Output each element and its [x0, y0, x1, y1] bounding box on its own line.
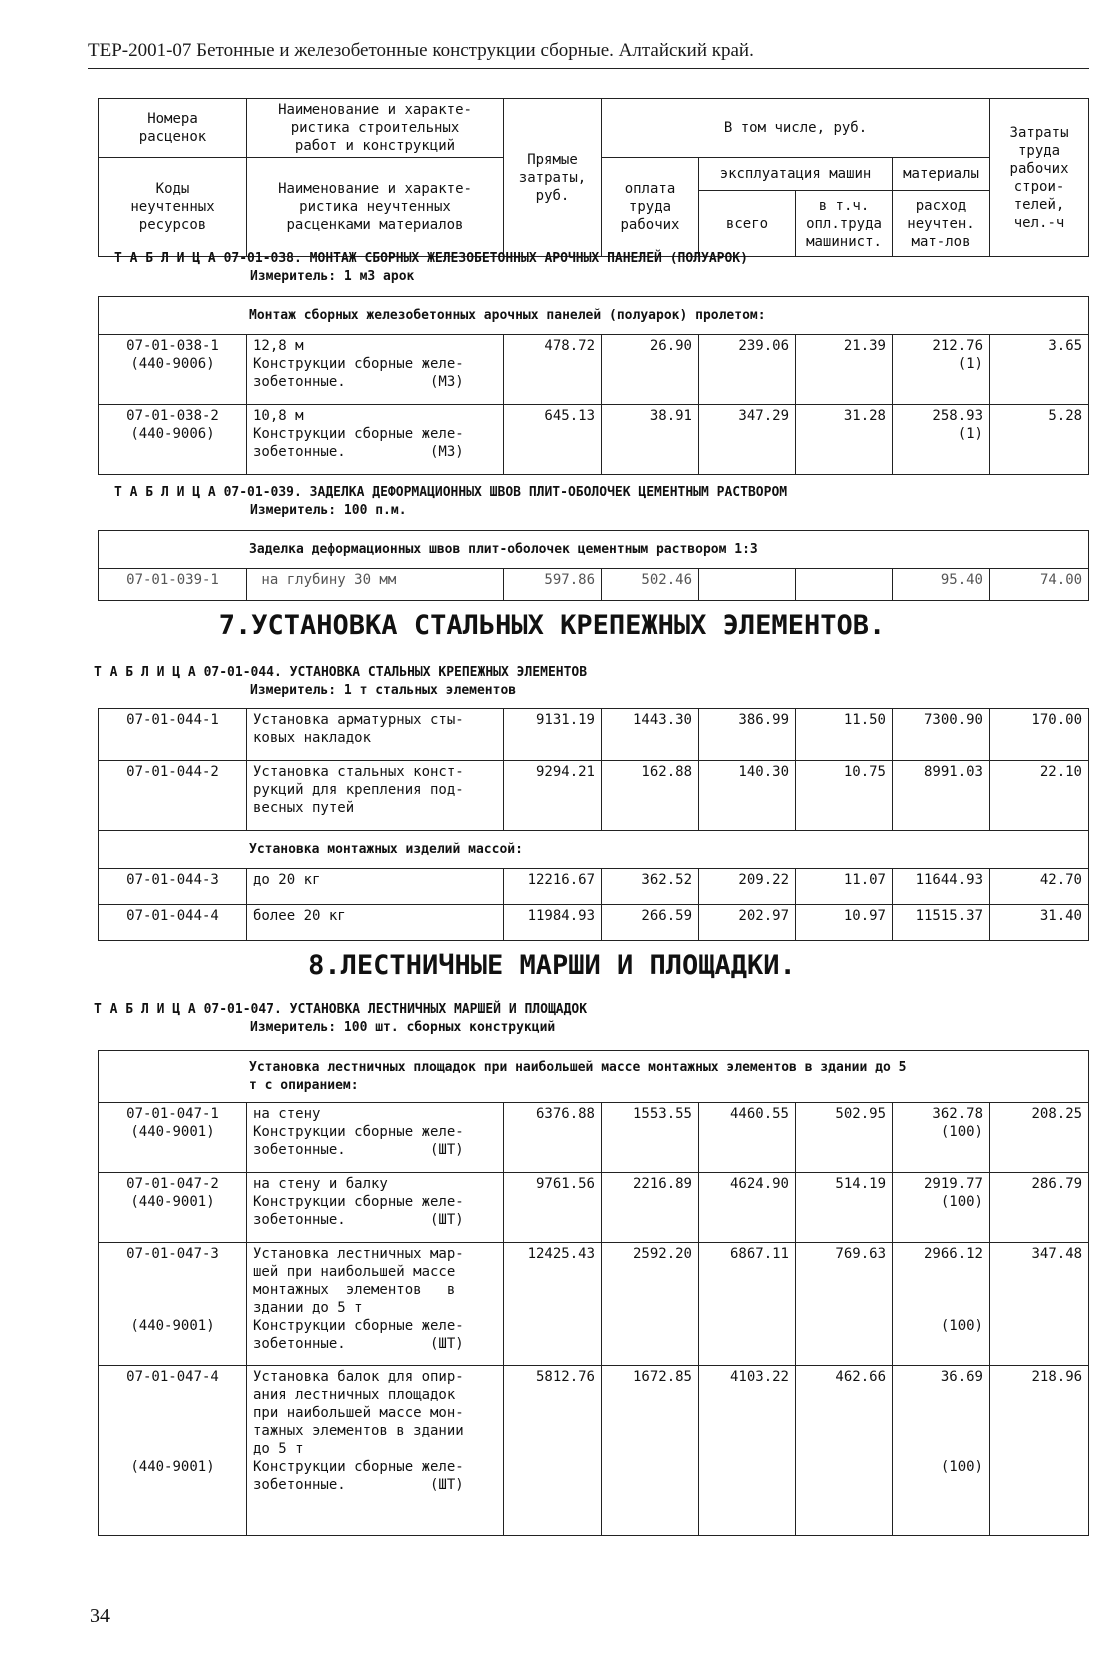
rate-code: 07-01-044-2: [99, 761, 247, 831]
section-7-title: 7.УСТАНОВКА СТАЛЬНЫХ КРЕПЕЖНЫХ ЭЛЕМЕНТОВ.: [218, 610, 886, 641]
materials-cost: 7300.90: [893, 709, 990, 761]
materials-cost: 258.93 (1): [893, 405, 990, 475]
col-unaccounted-header: расход неучтен. мат-лов: [893, 191, 990, 257]
work-name: Установка стальных конст- рукций для крепления под- весных путей: [247, 761, 504, 831]
column-header-table: [98, 98, 1089, 257]
work-name: Установка балок для опир- ания лестничных площадок при наибольшей массе мон- тажных элементов в здании до 5 т Конструкции сборные желе- зобетонные. (ШТ): [247, 1366, 504, 1536]
page-number: 34: [90, 1605, 110, 1627]
operator-pay: 10.97: [796, 905, 893, 941]
rate-code: 07-01-047-2 (440-9001): [99, 1173, 247, 1243]
table-row: [99, 905, 1089, 941]
table-039-subheader: Заделка деформационных швов плит-оболочек цементным раствором 1:3: [99, 531, 1089, 569]
table-038-unit: Измеритель: 1 м3 арок: [250, 269, 415, 284]
operator-pay: 11.07: [796, 869, 893, 905]
machine-total: 4624.90: [699, 1173, 796, 1243]
table-039-caption: Т А Б Л И Ц А 07-01-039. ЗАДЕЛКА ДЕФОРМАЦИОННЫХ ШВОВ ПЛИТ-ОБОЛОЧЕК ЦЕМЕНТНЫМ РАСТВОРОМ: [114, 485, 788, 500]
labor-pay: 362.52: [602, 869, 699, 905]
direct-cost: 12216.67: [504, 869, 602, 905]
rate-code: 07-01-044-1: [99, 709, 247, 761]
labor-pay: 162.88: [602, 761, 699, 831]
machine-total: 347.29: [699, 405, 796, 475]
page-header: ТЕР-2001-07 Бетонные и железобетонные конструкции сборные. Алтайский край.: [88, 40, 754, 61]
operator-pay: 31.28: [796, 405, 893, 475]
rate-code: 07-01-047-4 (440-9001): [99, 1366, 247, 1536]
work-name: на стену Конструкции сборные желе- зобетонные. (ШТ): [247, 1103, 504, 1173]
col-direct-header: Прямые затраты, руб.: [504, 99, 602, 257]
labor-hours: 208.25: [990, 1103, 1089, 1173]
rate-code: 07-01-038-2 (440-9006): [99, 405, 247, 475]
col-materials-header: материалы: [893, 158, 990, 191]
table-047-subheader: Установка лестничных площадок при наибольшей массе монтажных элементов в здании до 5 т с опиранием:: [99, 1051, 1089, 1103]
work-name: 12,8 м Конструкции сборные желе- зобетонные. (М3): [247, 335, 504, 405]
direct-cost: 478.72: [504, 335, 602, 405]
col-name-subheader: Наименование и характе- ристика неучтенных расценками материалов: [247, 158, 504, 257]
operator-pay: 21.39: [796, 335, 893, 405]
table-039: [98, 530, 1089, 601]
rate-code: 07-01-047-1 (440-9001): [99, 1103, 247, 1173]
materials-cost: 11644.93: [893, 869, 990, 905]
direct-cost: 9761.56: [504, 1173, 602, 1243]
machine-total: 386.99: [699, 709, 796, 761]
labor-pay: 2592.20: [602, 1243, 699, 1366]
materials-cost: 36.69 (100): [893, 1366, 990, 1536]
table-047-caption: Т А Б Л И Ц А 07-01-047. УСТАНОВКА ЛЕСТНИЧНЫХ МАРШЕЙ И ПЛОЩАДОК: [94, 1002, 588, 1017]
table-row: [99, 405, 1089, 475]
machine-total: 202.97: [699, 905, 796, 941]
materials-cost: 2919.77 (100): [893, 1173, 990, 1243]
rate-code: 07-01-038-1 (440-9006): [99, 335, 247, 405]
table-row: [99, 1366, 1089, 1536]
operator-pay: [796, 569, 893, 601]
labor-pay: 26.90: [602, 335, 699, 405]
table-038-caption: Т А Б Л И Ц А 07-01-038. МОНТАЖ СБОРНЫХ ЖЕЛЕЗОБЕТОННЫХ АРОЧНЫХ ПАНЕЛЕЙ (ПОЛУАРОК): [114, 251, 748, 266]
machine-total: 6867.11: [699, 1243, 796, 1366]
labor-hours: 42.70: [990, 869, 1089, 905]
labor-hours: 218.96: [990, 1366, 1089, 1536]
direct-cost: 6376.88: [504, 1103, 602, 1173]
operator-pay: 10.75: [796, 761, 893, 831]
col-hours-header: Затраты труда рабочих строи- телей, чел.-ч: [990, 99, 1089, 257]
table-row: [99, 1103, 1089, 1173]
table-038: [98, 296, 1089, 475]
work-name: 10,8 м Конструкции сборные желе- зобетонные. (М3): [247, 405, 504, 475]
labor-pay: 2216.89: [602, 1173, 699, 1243]
col-labor-header: оплата труда рабочих: [602, 158, 699, 257]
labor-hours: 5.28: [990, 405, 1089, 475]
col-name-header: Наименование и характе- ристика строительных работ и конструкций: [247, 99, 504, 158]
labor-hours: 31.40: [990, 905, 1089, 941]
work-name: на глубину 30 мм: [247, 569, 504, 601]
table-038-subheader: Монтаж сборных железобетонных арочных панелей (полуарок) пролетом:: [99, 297, 1089, 335]
direct-cost: 645.13: [504, 405, 602, 475]
labor-hours: 170.00: [990, 709, 1089, 761]
col-operators-header: в т.ч. опл.труда машинист.: [796, 191, 893, 257]
materials-cost: 362.78 (100): [893, 1103, 990, 1173]
labor-hours: 74.00: [990, 569, 1089, 601]
rate-code: 07-01-047-3 (440-9001): [99, 1243, 247, 1366]
direct-cost: 597.86: [504, 569, 602, 601]
work-name: до 20 кг: [247, 869, 504, 905]
machine-total: 4460.55: [699, 1103, 796, 1173]
work-name: Установка арматурных сты- ковых накладок: [247, 709, 504, 761]
table-044: [98, 708, 1089, 941]
table-row: [99, 569, 1089, 601]
operator-pay: 514.19: [796, 1173, 893, 1243]
materials-cost: 8991.03: [893, 761, 990, 831]
operator-pay: 769.63: [796, 1243, 893, 1366]
col-including-header: В том числе, руб.: [602, 99, 990, 158]
machine-total: 140.30: [699, 761, 796, 831]
labor-hours: 22.10: [990, 761, 1089, 831]
labor-hours: 286.79: [990, 1173, 1089, 1243]
labor-hours: 347.48: [990, 1243, 1089, 1366]
col-total-header: всего: [699, 191, 796, 257]
labor-pay: 1553.55: [602, 1103, 699, 1173]
machine-total: 239.06: [699, 335, 796, 405]
direct-cost: 5812.76: [504, 1366, 602, 1536]
direct-cost: 9131.19: [504, 709, 602, 761]
table-047: [98, 1050, 1089, 1536]
table-row: [99, 869, 1089, 905]
col-codes-subheader: Коды неучтенных ресурсов: [99, 158, 247, 257]
col-machines-header: эксплуатация машин: [699, 158, 893, 191]
work-name: более 20 кг: [247, 905, 504, 941]
table-row: [99, 1243, 1089, 1366]
materials-cost: 212.76 (1): [893, 335, 990, 405]
operator-pay: 462.66: [796, 1366, 893, 1536]
labor-pay: 502.46: [602, 569, 699, 601]
machine-total: 209.22: [699, 869, 796, 905]
table-039-unit: Измеритель: 100 п.м.: [250, 503, 407, 518]
col-codes-header: Номера расценок: [99, 99, 247, 158]
materials-cost: 2966.12 (100): [893, 1243, 990, 1366]
labor-pay: 1672.85: [602, 1366, 699, 1536]
direct-cost: 9294.21: [504, 761, 602, 831]
table-row: [99, 761, 1089, 831]
work-name: на стену и балку Конструкции сборные желе- зобетонные. (ШТ): [247, 1173, 504, 1243]
table-row: [99, 335, 1089, 405]
rate-code: 07-01-044-4: [99, 905, 247, 941]
header-rule: [88, 68, 1089, 69]
direct-cost: 12425.43: [504, 1243, 602, 1366]
work-name: Установка лестничных мар- шей при наибольшей массе монтажных элементов в здании до 5 т Конструкции сборные желе- зобетонные. (ШТ): [247, 1243, 504, 1366]
materials-cost: 11515.37: [893, 905, 990, 941]
labor-pay: 38.91: [602, 405, 699, 475]
direct-cost: 11984.93: [504, 905, 602, 941]
table-047-unit: Измеритель: 100 шт. сборных конструкций: [250, 1020, 556, 1035]
rate-code: 07-01-044-3: [99, 869, 247, 905]
machine-total: 4103.22: [699, 1366, 796, 1536]
table-row: [99, 709, 1089, 761]
operator-pay: 11.50: [796, 709, 893, 761]
labor-pay: 266.59: [602, 905, 699, 941]
machine-total: [699, 569, 796, 601]
operator-pay: 502.95: [796, 1103, 893, 1173]
table-044-unit: Измеритель: 1 т стальных элементов: [250, 683, 517, 698]
labor-pay: 1443.30: [602, 709, 699, 761]
materials-cost: 95.40: [893, 569, 990, 601]
table-044-caption: Т А Б Л И Ц А 07-01-044. УСТАНОВКА СТАЛЬНЫХ КРЕПЕЖНЫХ ЭЛЕМЕНТОВ: [94, 665, 588, 680]
table-row: [99, 1173, 1089, 1243]
labor-hours: 3.65: [990, 335, 1089, 405]
section-8-title: 8.ЛЕСТНИЧНЫЕ МАРШИ И ПЛОЩАДКИ.: [308, 950, 796, 981]
table-044-subheader: Установка монтажных изделий массой:: [99, 831, 1089, 869]
rate-code: 07-01-039-1: [99, 569, 247, 601]
